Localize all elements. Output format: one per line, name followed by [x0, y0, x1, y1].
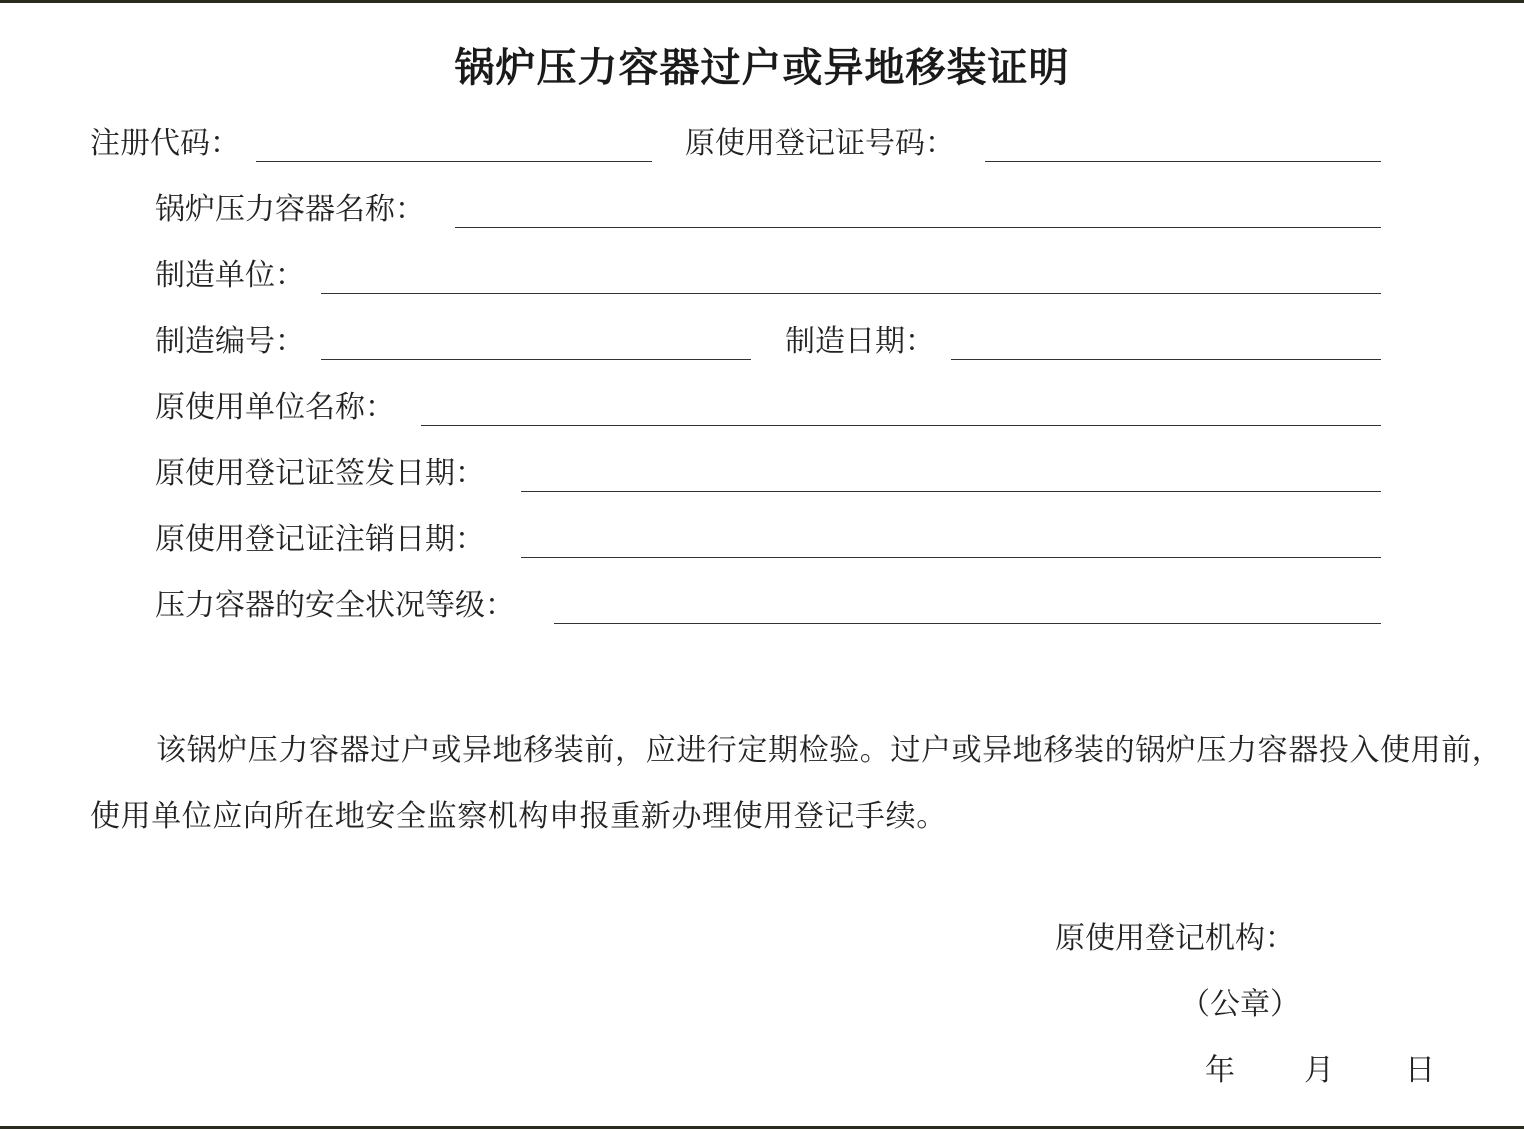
original-certificate-no-field[interactable]	[985, 161, 1381, 162]
original-certificate-no-label: 原使用登记证号码：	[685, 126, 955, 161]
notice-paragraph: 该锅炉压力容器过户或异地移装前，应进行定期检验。过户或异地移装的锅炉压力容器投入使用前，使用单位应向所在地安全监察机构申报重新办理使用登记手续。	[90, 733, 1503, 834]
serial-no-label: 制造编号：	[155, 324, 305, 359]
date-month-label: 月	[1304, 1053, 1334, 1088]
official-seal-label: （公章）	[1180, 987, 1300, 1022]
serial-no-field[interactable]	[321, 359, 751, 360]
certificate-cancel-date-label: 原使用登记证注销日期：	[155, 522, 485, 557]
date-day-label: 日	[1405, 1053, 1435, 1088]
document-title: 锅炉压力容器过户或异地移装证明	[454, 45, 1070, 91]
certificate-issue-date-label: 原使用登记证签发日期：	[155, 456, 485, 491]
registration-code-label: 注册代码：	[90, 126, 240, 161]
date-year-label: 年	[1205, 1053, 1235, 1088]
certificate-issue-date-field[interactable]	[521, 491, 1381, 492]
safety-grade-field[interactable]	[554, 623, 1381, 624]
authority-label: 原使用登记机构：	[1055, 921, 1295, 956]
top-border-rule	[0, 0, 1524, 3]
registration-code-field[interactable]	[256, 161, 652, 162]
manufacture-date-field[interactable]	[951, 359, 1381, 360]
manufacturer-label: 制造单位：	[155, 258, 305, 293]
safety-grade-label: 压力容器的安全状况等级：	[155, 588, 515, 623]
certificate-cancel-date-field[interactable]	[521, 557, 1381, 558]
equipment-name-field[interactable]	[455, 227, 1381, 228]
original-user-label: 原使用单位名称：	[155, 390, 395, 425]
manufacture-date-label: 制造日期：	[785, 324, 935, 359]
equipment-name-label: 锅炉压力容器名称：	[155, 192, 425, 227]
bottom-border-rule	[0, 1126, 1524, 1129]
manufacturer-field[interactable]	[321, 293, 1381, 294]
original-user-field[interactable]	[421, 425, 1381, 426]
